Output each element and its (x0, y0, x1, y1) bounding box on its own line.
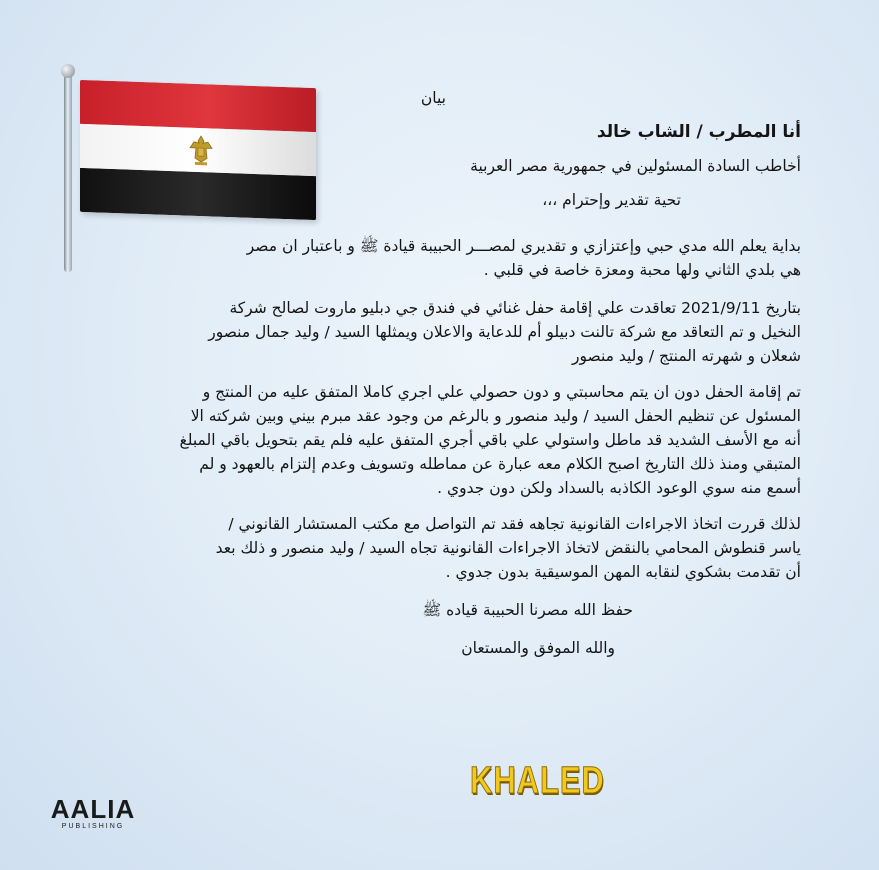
paragraph-line: بتاريخ 2021/9/11 تعاقدت علي إقامة حفل غنائي في فندق جي دبليو ماروت لصالح شركة (229, 299, 801, 317)
paragraph-line: هي بلدي الثاني ولها محبة ومعزة خاصة في قلبي . (483, 261, 801, 279)
paragraph-4 (101, 512, 801, 584)
flag-pole-finial (61, 64, 75, 78)
paragraph-line: أسمع منه سوي الوعود الكاذبه بالسداد ولكن دون جدوي . (437, 479, 801, 497)
paragraph-2 (101, 296, 801, 368)
paragraph-1 (101, 234, 801, 282)
paragraph-3 (101, 380, 801, 500)
paragraph-line: المسئول عن تنظيم الحفل السيد / وليد منصور و بالرغم من وجود عقد مبرم بيني وبين شركته الا (190, 407, 801, 425)
statement-body (101, 86, 801, 660)
paragraph-line: أن تقدمت بشكوي لنقابه المهن الموسيقية بدون جدوي . (445, 563, 801, 581)
paragraph-line: المتبقي ومنذ ذلك التاريخ اصبح الكلام معه عبارة عن مماطله وتسويف وعدم إلتزام بالعهود و لم (199, 455, 801, 473)
signature-khaled: KHALED (470, 760, 605, 802)
paragraph-line: النخيل و تم التعاقد مع شركة تالنت دبيلو أم للدعاية والاعلان ويمثلها السيد / وليد جمال منصور (208, 323, 801, 341)
paragraph-line: أنه مع الأسف الشديد قد ماطل واستولي علي باقي أجري المتفق عليه فلم يقم بتحويل باقي المبلغ (179, 431, 801, 449)
statement-title: بيان (420, 89, 446, 107)
paragraph-line: شعلان و شهرته المنتج / وليد منصور (572, 347, 801, 365)
aalia-publishing-logo (38, 795, 148, 830)
flag-pole (64, 72, 72, 272)
logo-subtitle: PUBLISHING (61, 823, 125, 830)
statement-heading: أنا المطرب / الشاب خالد (596, 122, 801, 142)
paragraph-line: ياسر قنطوش المحامي بالنقض لاتخاذ الاجراءات القانونية تجاه السيد / وليد منصور و ذلك بعد (215, 539, 801, 557)
paragraph-line: بداية يعلم الله مدي حبي وإعتزازي و تقديري لمصـــر الحبيبة قيادة ﷺ و باعتبار ان مصر (246, 237, 801, 255)
logo-wordmark: AALIA (50, 794, 136, 824)
paragraph-line: لذلك قررت اتخاذ الاجراءات القانونية تجاهه فقد تم التواصل مع مكتب المستشار القانوني / (228, 515, 801, 533)
statement-greeting: تحية تقدير وإحترام ،،، (542, 191, 681, 209)
statement-closing: حفظ الله مصرنا الحبيبة قياده ﷺ (422, 601, 633, 619)
paragraph-line: تم إقامة الحفل دون ان يتم محاسبتي و دون حصولي علي اجري كاملا المتفق عليه من المنتج و (202, 383, 801, 401)
statement-signoff: والله الموفق والمستعان (461, 639, 615, 657)
statement-addressee: أخاطب السادة المسئولين في جمهورية مصر العربية (470, 157, 801, 175)
